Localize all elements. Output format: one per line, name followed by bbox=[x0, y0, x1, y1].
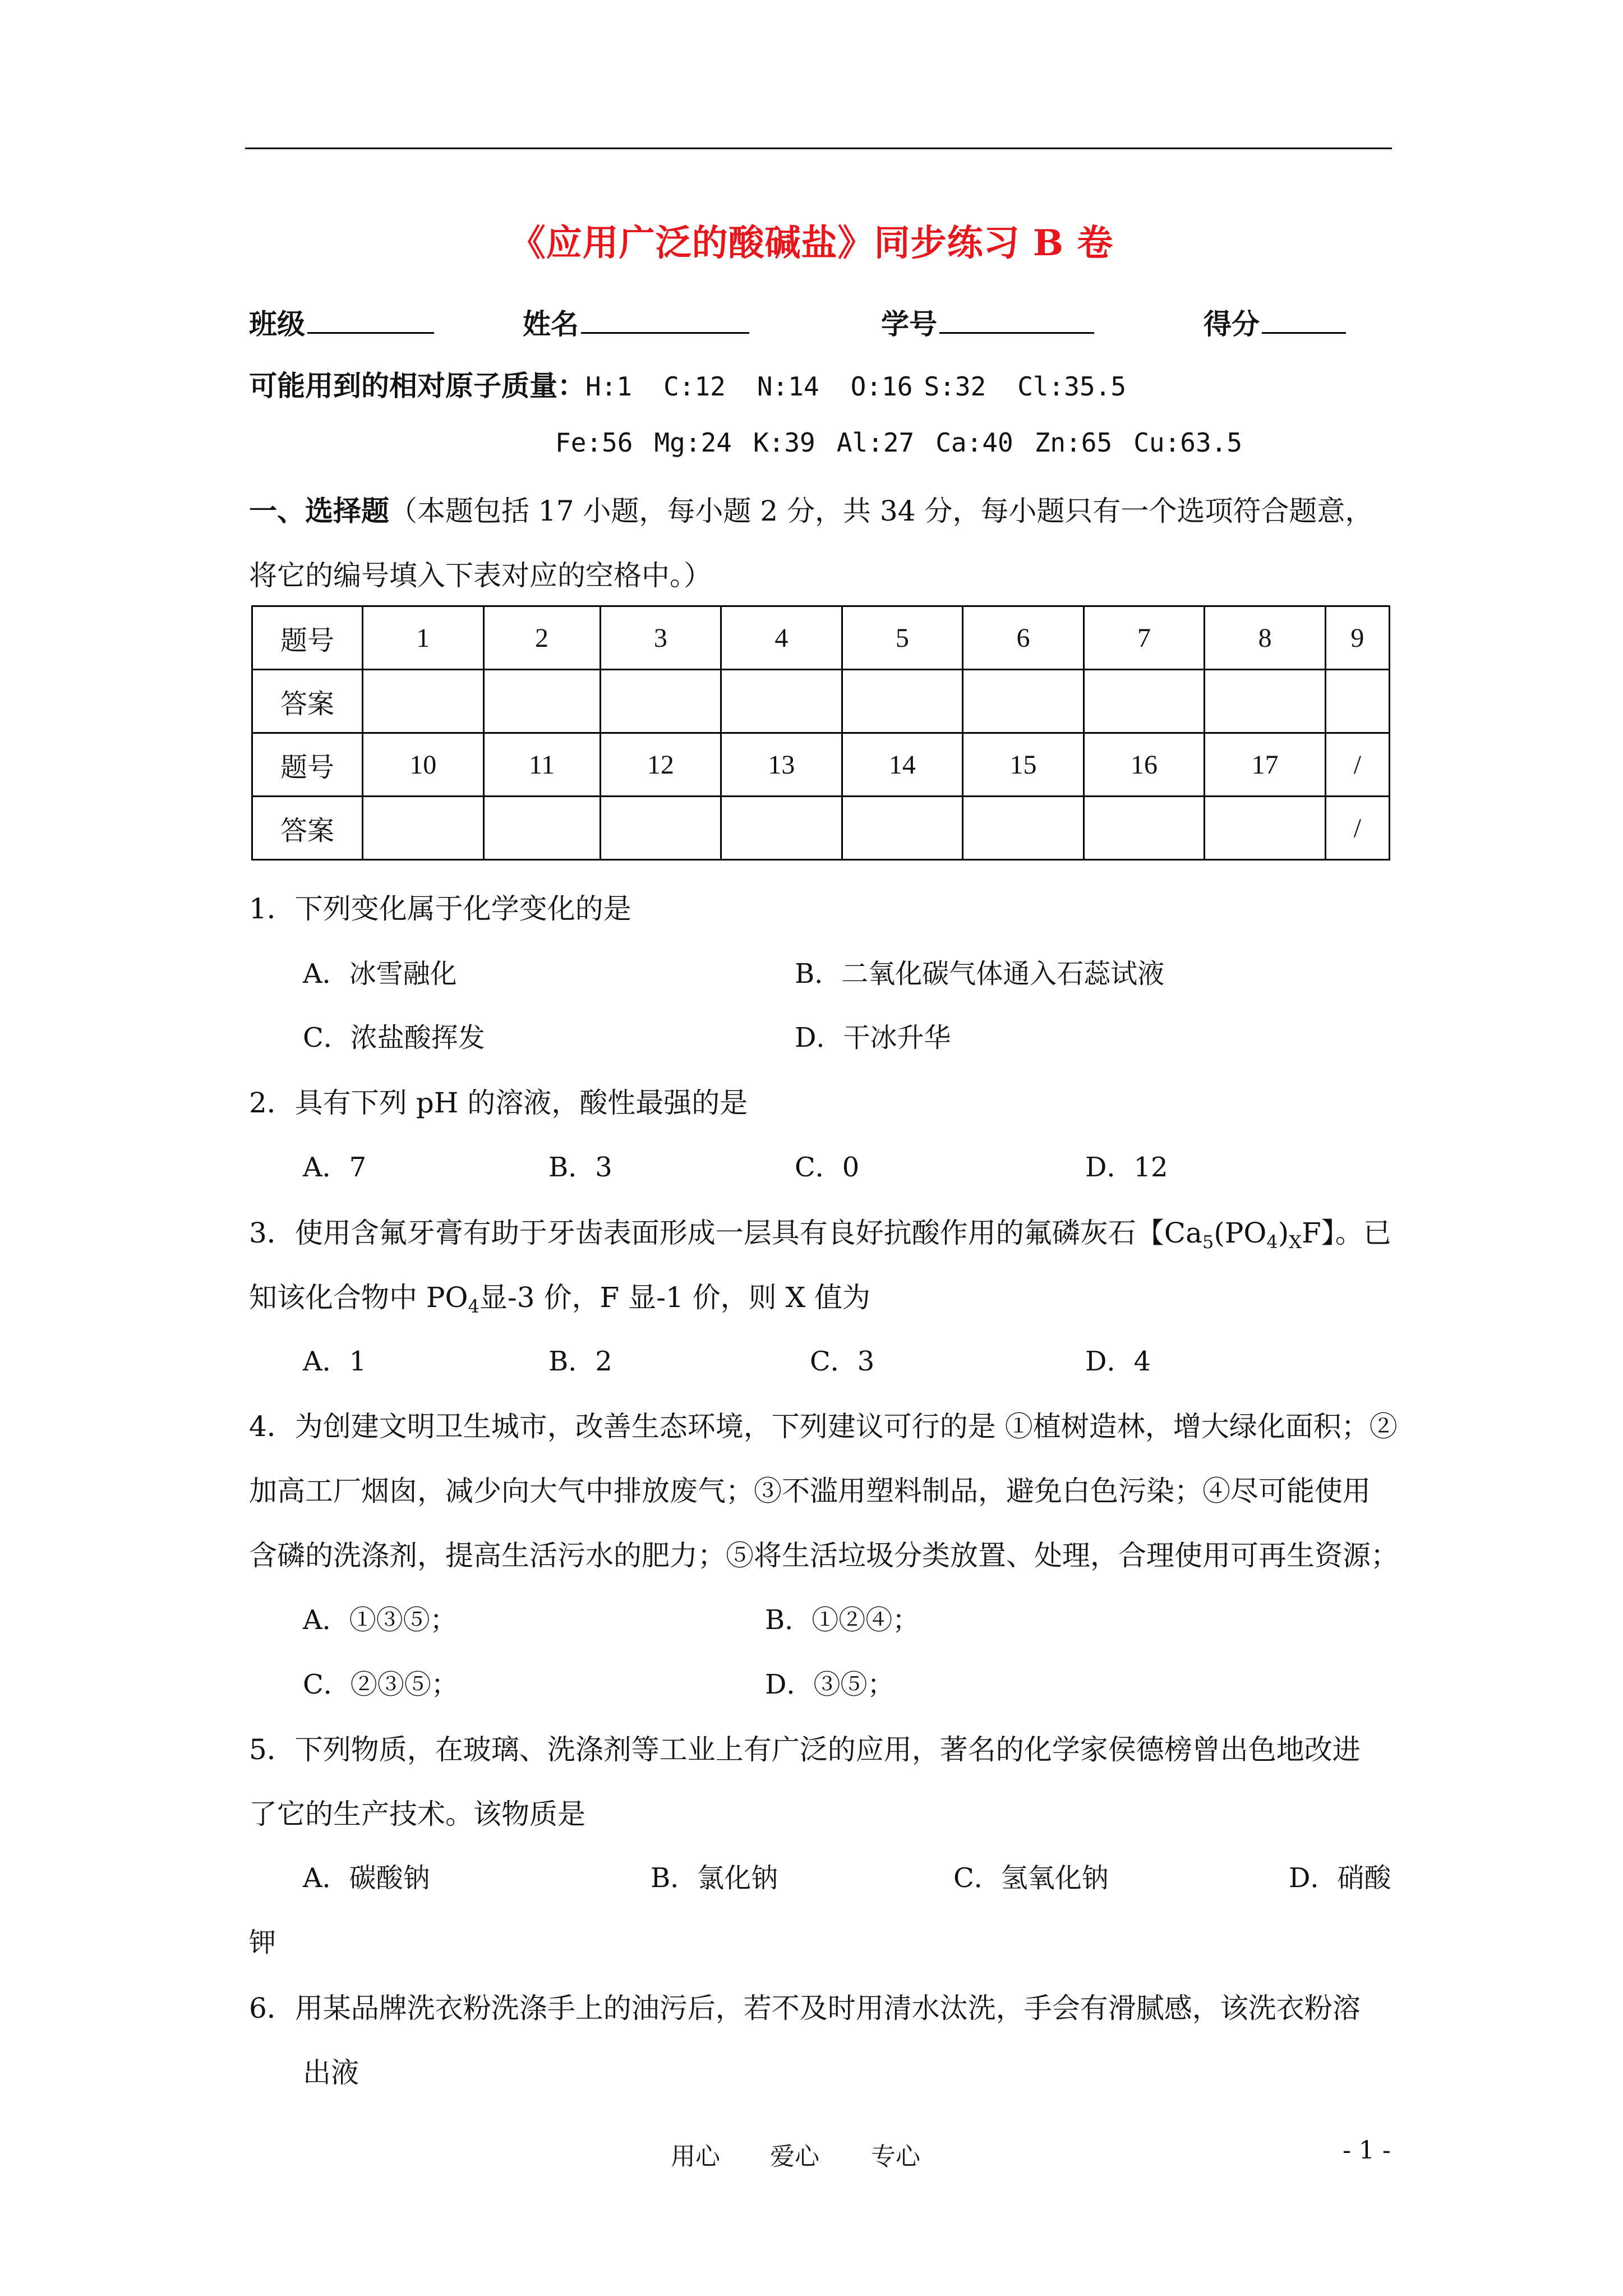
answer-cell[interactable] bbox=[363, 797, 484, 860]
mass-fe: Fe:56 bbox=[555, 427, 633, 458]
question-3-stem-line-2 bbox=[249, 1275, 870, 1317]
unused-cell-slash: / bbox=[1325, 797, 1389, 860]
mass-s: S:32 bbox=[924, 371, 986, 402]
question-1-option-d[interactable]: D．干冰升华 bbox=[795, 1022, 951, 1053]
question-1-option-b[interactable]: B．二氧化碳气体通入石蕊试液 bbox=[795, 958, 1165, 990]
name-field bbox=[523, 302, 749, 342]
question-number: 7 bbox=[1083, 606, 1205, 670]
question-number: 16 bbox=[1083, 733, 1205, 797]
mass-k: K:39 bbox=[753, 427, 815, 458]
header-rule bbox=[245, 148, 1392, 149]
question-4-option-c[interactable]: C．②③⑤； bbox=[303, 1669, 458, 1700]
answer-cell[interactable] bbox=[842, 797, 963, 860]
question-number: 1 bbox=[363, 606, 484, 670]
answer-cell[interactable] bbox=[600, 670, 721, 733]
atomic-mass-row-1 bbox=[249, 364, 1158, 404]
footer-motto-3: 专心 bbox=[871, 2142, 920, 2171]
question-number: 9 bbox=[1325, 606, 1389, 670]
question-4-option-b[interactable]: B．①②④； bbox=[765, 1604, 920, 1636]
mass-c: C:12 bbox=[663, 371, 726, 402]
question-5-option-b[interactable]: B．氯化钠 bbox=[651, 1862, 778, 1894]
mass-zn: Zn:65 bbox=[1034, 427, 1113, 458]
question-number: 2 bbox=[483, 606, 600, 670]
q3-line2-sub: 4 bbox=[468, 1296, 479, 1317]
question-3-option-b[interactable]: B．2 bbox=[548, 1346, 612, 1377]
table-row bbox=[252, 670, 1390, 733]
question-number: 11 bbox=[483, 733, 600, 797]
question-1-option-c[interactable]: C．浓盐酸挥发 bbox=[303, 1022, 485, 1053]
section-1-heading: 一、选择题 bbox=[249, 494, 389, 527]
page-number: - 1 - bbox=[1343, 2136, 1391, 2165]
answer-cell[interactable] bbox=[1205, 670, 1326, 733]
question-number: 14 bbox=[842, 733, 963, 797]
class-blank[interactable] bbox=[307, 304, 434, 334]
student-id-label: 学号 bbox=[881, 307, 937, 341]
answer-cell[interactable] bbox=[721, 797, 842, 860]
q3-text-b: (PO bbox=[1214, 1217, 1267, 1249]
student-id-blank[interactable] bbox=[939, 304, 1094, 334]
question-5-option-c[interactable]: C．氢氧化钠 bbox=[953, 1862, 1109, 1894]
question-5-stem-line-2: 了它的生产技术。该物质是 bbox=[249, 1798, 585, 1830]
q3-line2-b: 显-3 价，F 显-1 价，则 X 值为 bbox=[479, 1281, 871, 1314]
question-4-option-a[interactable]: A．①③⑤； bbox=[303, 1604, 457, 1636]
mass-o: O:16 bbox=[850, 371, 913, 402]
question-number: 10 bbox=[363, 733, 484, 797]
score-field bbox=[1204, 302, 1346, 342]
mass-ca: Ca:40 bbox=[935, 427, 1013, 458]
answer-cell[interactable] bbox=[483, 670, 600, 733]
student-id-field bbox=[881, 302, 1094, 342]
question-2-option-d[interactable]: D．12 bbox=[1085, 1152, 1168, 1183]
q3-sub-x: X bbox=[1289, 1231, 1302, 1253]
answer-cell[interactable] bbox=[1083, 670, 1205, 733]
class-field bbox=[249, 302, 434, 342]
q3-sub-4: 4 bbox=[1266, 1231, 1278, 1253]
q3-text-d: F】。已 bbox=[1302, 1217, 1391, 1249]
row-label-answer: 答案 bbox=[252, 797, 363, 860]
answer-cell[interactable] bbox=[963, 670, 1084, 733]
q3-sub-5: 5 bbox=[1202, 1231, 1214, 1253]
question-5-stem-line-1: 5．下列物质，在玻璃、洗涤剂等工业上有广泛的应用，著名的化学家侯德榜曾出色地改进 bbox=[249, 1733, 1361, 1766]
question-5-option-a[interactable]: A．碳酸钠 bbox=[303, 1862, 430, 1894]
name-blank[interactable] bbox=[581, 304, 749, 334]
question-3-option-a[interactable]: A．1 bbox=[303, 1346, 367, 1377]
question-4-stem-line-1: 4．为创建文明卫生城市，改善生态环境，下列建议可行的是 ①植树造林，增大绿化面积；② bbox=[249, 1410, 1398, 1443]
table-row bbox=[252, 797, 1390, 860]
question-6-stem-line-1: 6．用某品牌洗衣粉洗涤手上的油污后，若不及时用清水汰洗，手会有滑腻感，该洗衣粉溶 bbox=[249, 1992, 1361, 2024]
q3-text-c: ) bbox=[1278, 1217, 1289, 1249]
question-2-option-b[interactable]: B．3 bbox=[548, 1152, 612, 1183]
answer-cell[interactable] bbox=[721, 670, 842, 733]
score-label: 得分 bbox=[1204, 307, 1260, 341]
question-number: 8 bbox=[1205, 606, 1326, 670]
question-4-option-d[interactable]: D．③⑤； bbox=[765, 1669, 895, 1700]
table-row bbox=[252, 733, 1390, 797]
name-label: 姓名 bbox=[523, 307, 579, 341]
question-3-stem-line-1 bbox=[249, 1211, 1391, 1253]
question-1-option-a[interactable]: A．冰雪融化 bbox=[303, 958, 457, 990]
answer-cell[interactable] bbox=[1083, 797, 1205, 860]
question-5-option-d-continued: 钾 bbox=[249, 1927, 276, 1958]
score-blank[interactable] bbox=[1262, 304, 1346, 334]
row-label-question: 题号 bbox=[252, 606, 363, 670]
mass-h: H:1 bbox=[585, 371, 633, 402]
atomic-mass-label: 可能用到的相对原子质量： bbox=[249, 369, 585, 402]
question-6-stem-line-2: 出液 bbox=[303, 2056, 359, 2089]
question-2-option-a[interactable]: A．7 bbox=[303, 1152, 367, 1183]
q3-text-a: 3．使用含氟牙膏有助于牙齿表面形成一层具有良好抗酸作用的氟磷灰石【Ca bbox=[249, 1217, 1202, 1249]
mass-al: Al:27 bbox=[836, 427, 915, 458]
question-number: 6 bbox=[963, 606, 1084, 670]
question-number: 13 bbox=[721, 733, 842, 797]
question-number: 5 bbox=[842, 606, 963, 670]
question-3-option-c[interactable]: C．3 bbox=[810, 1346, 875, 1377]
question-1-stem: 1．下列变化属于化学变化的是 bbox=[249, 892, 631, 925]
q3-line2-a: 知该化合物中 PO bbox=[249, 1281, 468, 1314]
mass-cu: Cu:63.5 bbox=[1133, 427, 1243, 458]
mass-cl: Cl:35.5 bbox=[1017, 371, 1127, 402]
answer-cell[interactable] bbox=[600, 797, 721, 860]
unused-cell-slash: / bbox=[1325, 733, 1389, 797]
mass-n: N:14 bbox=[757, 371, 819, 402]
footer-motto-2: 爱心 bbox=[770, 2142, 819, 2171]
answer-cell[interactable] bbox=[483, 797, 600, 860]
table-row bbox=[252, 606, 1390, 670]
question-2-option-c[interactable]: C．0 bbox=[795, 1152, 860, 1183]
answer-cell[interactable] bbox=[963, 797, 1084, 860]
question-4-stem-line-3: 含磷的洗涤剂，提高生活污水的肥力；⑤将生活垃圾分类放置、处理，合理使用可再生资源； bbox=[249, 1539, 1399, 1572]
row-label-answer: 答案 bbox=[252, 670, 363, 733]
answer-cell[interactable] bbox=[363, 670, 484, 733]
question-4-stem-line-2: 加高工厂烟囱，减少向大气中排放废气；③不滥用塑料制品，避免白色污染；④尽可能使用 bbox=[249, 1475, 1371, 1507]
question-number: 17 bbox=[1205, 733, 1326, 797]
section-1-instructions bbox=[249, 478, 1393, 608]
question-number: 3 bbox=[600, 606, 721, 670]
question-number: 12 bbox=[600, 733, 721, 797]
answer-cell[interactable] bbox=[1205, 797, 1326, 860]
question-number: 4 bbox=[721, 606, 842, 670]
question-2-stem: 2．具有下列 pH 的溶液，酸性最强的是 bbox=[249, 1087, 748, 1119]
answer-table bbox=[251, 605, 1390, 861]
answer-cell[interactable] bbox=[1325, 670, 1389, 733]
page-title: 《应用广泛的酸碱盐》同步练习 B 卷 bbox=[509, 222, 1114, 264]
question-5-option-d[interactable]: D．硝酸 bbox=[1289, 1862, 1391, 1894]
question-3-option-d[interactable]: D．4 bbox=[1085, 1346, 1151, 1377]
footer-motto-1: 用心 bbox=[671, 2142, 720, 2171]
class-label: 班级 bbox=[249, 307, 305, 341]
section-1-desc: （本题包括 17 小题，每小题 2 分，共 34 分，每小题只有一个选项符合题意，将它的编号填入下表对应的空格中。） bbox=[249, 495, 1373, 592]
answer-cell[interactable] bbox=[842, 670, 963, 733]
row-label-question: 题号 bbox=[252, 733, 363, 797]
question-number: 15 bbox=[963, 733, 1084, 797]
atomic-mass-row-2 bbox=[555, 427, 1264, 458]
mass-mg: Mg:24 bbox=[654, 427, 732, 458]
